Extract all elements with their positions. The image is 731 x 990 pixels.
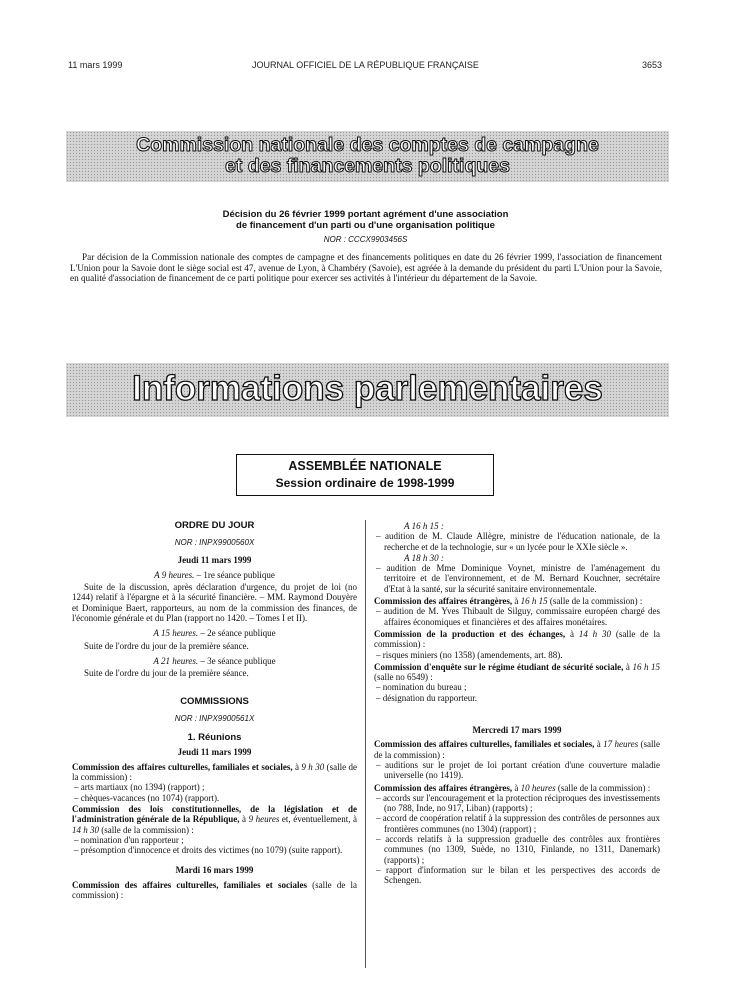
cac3-entry: Commission des affaires culturelles, familiales et sociales, à 17 heures (salle de la commission) : (374, 739, 660, 760)
column-divider (365, 520, 366, 968)
cac-entry: Commission des affaires culturelles, familiales et sociales, à 9 h 30 (salle de la commission) : (72, 761, 357, 783)
ordre-nor: NOR : INPX9900560X (174, 538, 255, 548)
seance-3-heading: A 21 heures. – 3e séance publique (153, 655, 276, 666)
ordre-du-jour-title: ORDRE DU JOUR (174, 520, 255, 531)
informations-banner (66, 363, 669, 417)
assemblee-title: ASSEMBLÉE NATIONALE (288, 459, 442, 473)
t2-heading: A 18 h 30 : (404, 552, 444, 563)
cac2-entry: Commission des affaires culturelles, familiales et sociales (salle de la commission) : (72, 879, 358, 901)
left-column (72, 521, 357, 900)
seance-2-text: Suite de l'ordre du jour de la première séance. (84, 640, 249, 651)
decision-title-line2: de financement d'un parti ou d'une organisation politique (236, 220, 495, 231)
seance-1-text: Suite de la discussion, après déclaration d'urgence, du projet de loi (no 1244) relatif à l'épargne et à la sécurité financière. – MM. Raymond Douyère et Dominique Baert, rapporteurs, au nom de la commission des finances, de l'économie générale et du Plan (rapport no 1420. – Tomes I et II). (72, 582, 357, 624)
cac-item: – arts martiaux (no 1394) (rapport) ; (74, 782, 205, 793)
t1-item: – audition de M. Claude Allègre, ministre de l'éducation nationale, de la recherche et de la technologie, sur « un lycée pour le XXIe siècle ». (376, 531, 660, 552)
cer-item: – nomination du bureau ; (376, 682, 467, 693)
header-date: 11 mars 1999 (68, 60, 123, 70)
t1-heading: A 16 h 15 : (404, 521, 444, 531)
decision-body: Par décision de la Commission nationale des comptes de campagne et des financements politiques en date du 26 février 1999, l'association de financement L'Union pour la Savoie dont le siège social est 47, avenue de Lyon, à Chambéry (Savoie), est agréée à la demande du président du parti L'Union pour la Savoie, en qualité d'association de financement de ce parti politique pour exercer ses activités à l'intérieur du département de la Savoie. (70, 252, 662, 284)
t2-item: – audition de Mme Dominique Voynet, ministre de l'aménagement du territoire et de l'environnement, et de M. Bernard Kouchner, secrétaire d'Etat à la santé, sur la sécurité sanitaire environnementale. (376, 563, 660, 594)
commission-banner (66, 131, 669, 182)
commissions-title: COMMISSIONS (180, 695, 249, 707)
seance-2-heading: A 15 heures. – 2e séance publique (153, 628, 276, 639)
cae2-item: – accords relatifs à la suppression graduelle des contrôles aux frontières communes (no 1309, Suède, no 1310, Finlande, no 1311, Danemark) (rapports) ; (376, 834, 660, 865)
decision-title-line1: Décision du 26 février 1999 portant agrément d'une association (222, 209, 509, 220)
seance-3-text: Suite de l'ordre du jour de la première séance. (84, 668, 249, 679)
cpe-item: – risques miniers (no 1358) (amendements, art. 88). (376, 649, 563, 660)
seance-1-heading: A 9 heures. – 1re séance publique (154, 569, 275, 580)
cer-item: – désignation du rapporteur. (376, 692, 477, 703)
cer-entry: Commission d'enquête sur le régime étudiant de sécurité sociale, à 16 h 15 (salle no 6549) : (374, 661, 661, 683)
commission-title-line2: et des financements politiques (225, 155, 510, 177)
commission-title-line1: Commission nationale des comptes de campagne (136, 134, 599, 156)
cae2-item: – accords sur l'encouragement et la protection réciproques des investissements (no 788, Inde, no 917, Liban) (rapports) ; (376, 792, 660, 814)
mardi-heading: Mardi 16 mars 1999 (175, 865, 254, 876)
header-journal: JOURNAL OFFICIEL DE LA RÉPUBLIQUE FRANÇAISE (252, 60, 479, 70)
reunions-heading: 1. Réunions (187, 732, 242, 744)
clc-item: – présomption d'innocence et droits des victimes (no 1079) (suite rapport). (74, 845, 343, 856)
assemblee-session: Session ordinaire de 1998-1999 (275, 476, 455, 490)
clc-item: – nomination d'un rapporteur ; (74, 834, 184, 845)
cac-item: – chèques-vacances (no 1074) (rapport). (74, 792, 220, 803)
commissions-nor: NOR : INPX9900561X (174, 713, 255, 723)
cae2-item: – accord de coopération relatif à la suppression des contrôles de personnes aux frontières communes (no 1304) (rapport) ; (376, 813, 660, 834)
informations-title: Informations parlementaires (132, 369, 603, 408)
mercredi-heading: Mercredi 17 mars 1999 (472, 725, 562, 736)
cae2-entry: Commission des affaires étrangères, à 10 heures (salle de la commission) : (374, 782, 651, 793)
cae-entry: Commission des affaires étrangères, à 16 h 15 (salle de la commission) : (374, 596, 643, 607)
jeudi-heading-2: Jeudi 11 mars 1999 (177, 747, 252, 758)
cae2-item: – rapport d'information sur le bilan et les perspectives des accords de Schengen. (376, 864, 660, 886)
cac3-item: – auditions sur le projet de loi portant création d'une couverture maladie universelle (no 1419). (376, 759, 660, 781)
jeudi-heading: Jeudi 11 mars 1999 (177, 554, 252, 565)
cae-item: – audition de M. Yves Thibault de Silguy, commissaire européen chargé des affaires économiques et financières et des affaires monétaires. (376, 606, 660, 627)
cpe-entry: Commission de la production et des échanges, à 14 h 30 (salle de la commission) : (374, 628, 661, 650)
decision-nor: NOR : CCCX9903456S (323, 235, 408, 244)
right-column (374, 521, 660, 886)
assemblee-box (236, 454, 494, 496)
header-page-number: 3653 (641, 60, 662, 70)
clc-entry: Commission des lois constitutionnelles, de la législation et de l'administration générale de la République, à 9 heures et, éventuellement, à 14 h 30 (salle de la commission) : (72, 803, 358, 835)
